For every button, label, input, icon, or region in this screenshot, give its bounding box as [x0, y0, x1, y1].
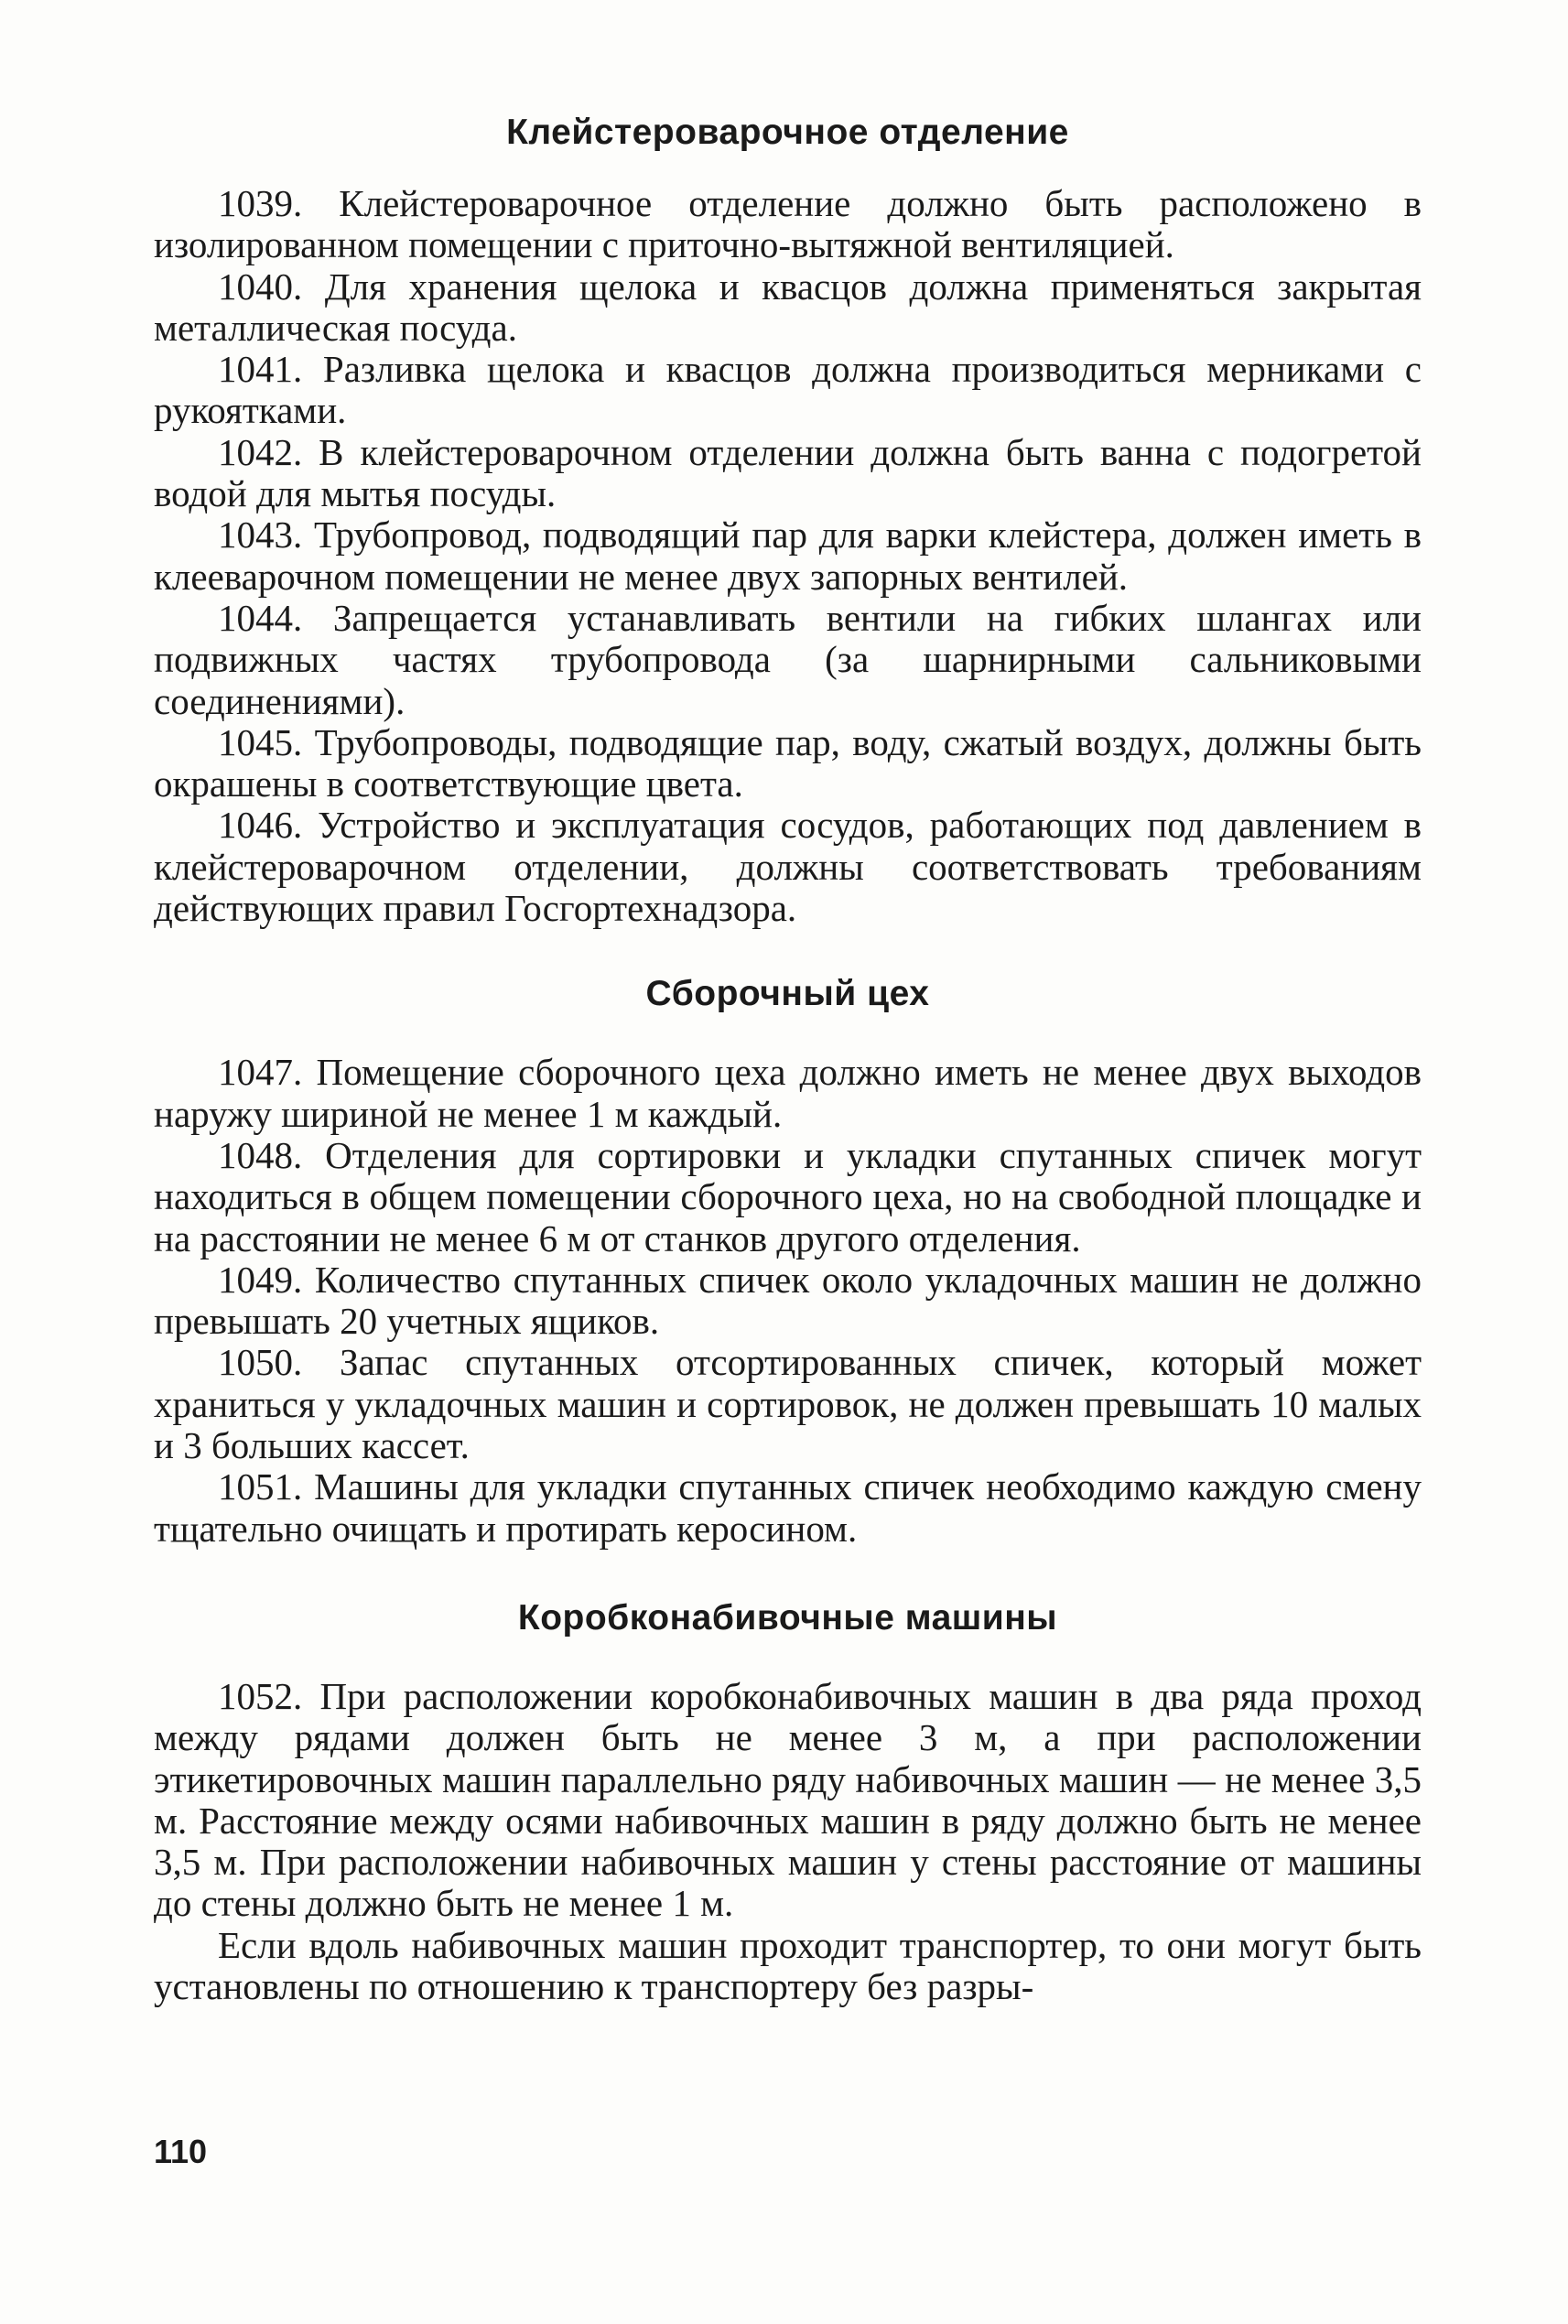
paragraph-1049: 1049. Количество спутанных спичек около укладочных машин не должно превышать 20 учетных ящиков. [154, 1258, 1422, 1343]
paragraph-1041: 1041. Разливка щелока и квасцов должна производиться мерниками с рукоятками. [154, 348, 1422, 432]
paragraph-conveyor: Если вдоль набивочных машин проходит транспортер, то они могут быть установлены по отношению к транспортеру без разры- [154, 1923, 1422, 2007]
page-number: 110 [154, 2133, 208, 2170]
paragraph-1045: 1045. Трубопроводы, подводящие пар, воду, сжатый воздух, должны быть окрашены в соответствующие цвета. [154, 720, 1422, 805]
paragraph-1052: 1052. При расположении коробконабивочных машин в два ряда проход между рядами должен быть не менее 3 м, а при расположении этикетировочных машин параллельно ряду набивочных машин — не менее 3,5 м. Расстояние между осями набивочных машин в ряду должно быть не менее 3,5 м. При расположении набивочных машин у стены расстояние от машины до стены должно быть не менее 1 м. [154, 1674, 1422, 1925]
text-column [154, 110, 1422, 2007]
section-heading-assembly-shop: Сборочный цех [645, 974, 930, 1014]
paragraph-1050: 1050. Запас спутанных отсортированных спичек, который может храниться у укладочных машин и сортировок, не должен превышать 10 малых и 3 больших кассет. [154, 1341, 1422, 1467]
section-heading-paste-department: Клейстероварочное отделение [506, 113, 1069, 152]
paragraph-1048: 1048. Отделения для сортировки и укладки спутанных спичек могут находиться в общем помещении сборочного цеха, но на свободной площадке и на расстоянии не менее 6 м от станков другого отделения. [154, 1133, 1422, 1259]
paragraph-1042: 1042. В клейстероварочном отделении должна быть ванна с подогретой водой для мытья посуды. [154, 430, 1422, 515]
paragraph-1046: 1046. Устройство и эксплуатация сосудов, работающих под давлением в клейстероварочном отделении, должны соответствовать требованиям действующих правил Госгортехнадзора. [154, 804, 1422, 930]
paragraph-1039: 1039. Клейстероварочное отделение должно быть расположено в изолированном помещении с приточно-вытяжной вентиляцией. [154, 182, 1422, 266]
paragraph-1047: 1047. Помещение сборочного цеха должно иметь не менее двух выходов наружу шириной не менее 1 м каждый. [154, 1051, 1422, 1135]
section-heading-box-filling-machines: Коробконабивочные машины [517, 1597, 1058, 1638]
paragraph-1051: 1051. Машины для укладки спутанных спичек необходимо каждую смену тщательно очищать и протирать керосином. [154, 1465, 1422, 1550]
paragraph-1040: 1040. Для хранения щелока и квасцов должна применяться закрытая металлическая посуда. [154, 265, 1422, 349]
paragraph-1044: 1044. Запрещается устанавливать вентили на гибких шлангах или подвижных частях трубопровода (за шарнирными сальниковыми соединениями). [154, 596, 1422, 722]
paragraph-1043: 1043. Трубопровод, подводящий пар для варки клейстера, должен иметь в клееварочном помещении не менее двух запорных вентилей. [154, 513, 1422, 598]
